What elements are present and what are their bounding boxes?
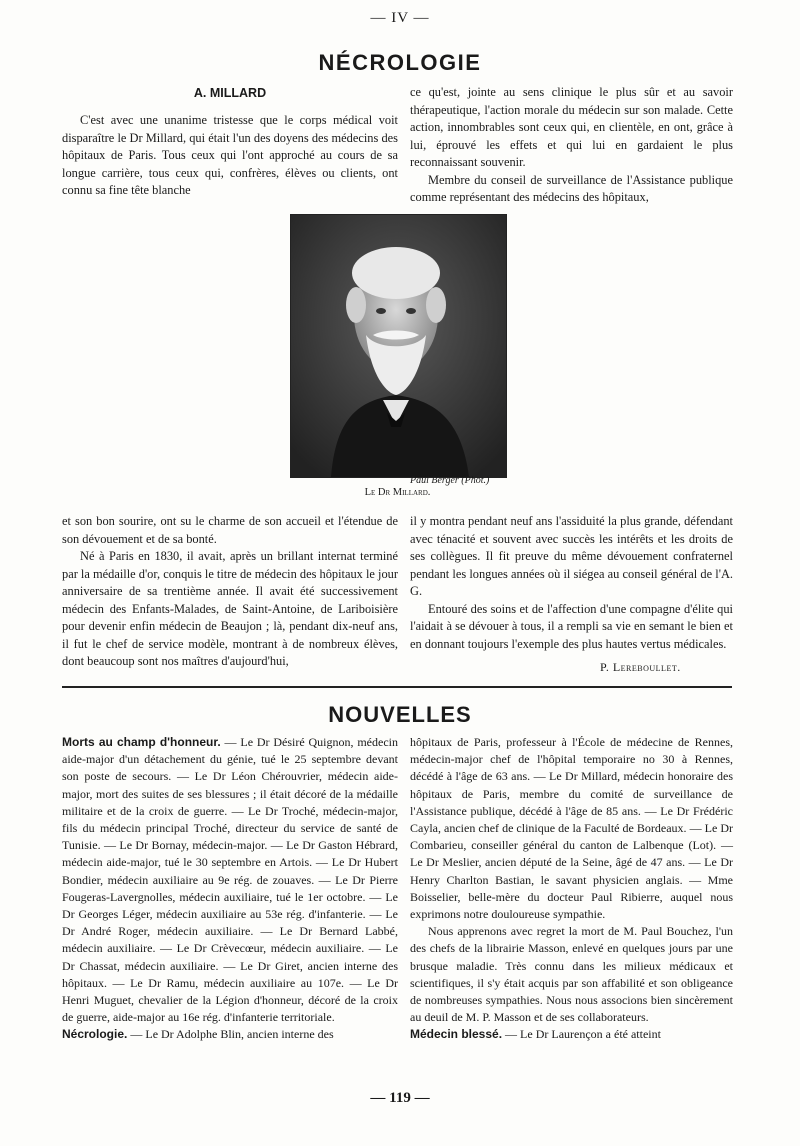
news-text: — Le Dr Laurençon a été atteint [502,1027,661,1042]
obituary-paragraph: et son bon sourire, ont su le charme de son accueil et l'étendue de son dévouement et de sa bonté. [62,514,398,546]
news-paragraph: Nous apprenons avec regret la mort de M. Paul Bouchez, l'un des chefs de la librairie Masson, enlevé en quelques jours par une brusque maladie. Très connu dans les milieux médicaux et scientifiques, il s'y était acquis par son affabilité et son obligeance de nombreuses sympathies. Nous nous associons bien sincèrement au deuil de M. P. Masson et de ses collaborateurs. [410,924,733,1025]
news-lead-morts: Morts au champ d'honneur. [62,735,221,749]
news-paragraph: hôpitaux de Paris, professeur à l'École de médecine de Rennes, médecin-major chef de l'hôpital temporaire no 30 à Rennes, décédé à l'âge de 63 ans. — Le Dr Millard, médecin honoraire des hôpitaux de Paris, membre du comité de surveillance de l'Assistance publique, décédé à l'âge de 85 ans. — Le Dr Frédéric Cayla, ancien chef de clinique de la Faculté de Bordeaux. — Le Dr Combarieu, conseiller général du canton de Lalbenque (Lot). — Le Dr Meslier, ancien député de la Seine, âgé de 47 ans. — Le Dr Henry Charlton Bastian, le savant physicien anglais. — Mme Boisselier, belle-mère du docteur Paul Ribierre, auquel nous exprimons notre douloureuse sympathie. [410,735,733,922]
page-number-roman: — IV — [370,10,430,26]
obituary-paragraph: Entouré des soins et de l'affection d'une compagne d'élite qui l'aidait à se dévouer à tous, il a rempli sa vie en semant le bien et en donnant toujours l'exemple des plus hautes vertus médicales. [410,601,733,651]
section-divider [62,686,732,688]
news-paragraph [410,1026,733,1043]
section-title-nouvelles: NOUVELLES [328,702,472,727]
portrait-photo [290,214,507,478]
obituary-col2-top [410,84,733,207]
portrait-illustration [291,215,506,477]
photo-credit: Paul Berger (Phot.) [410,475,490,486]
nouvelles-col2 [410,734,733,1044]
obituary-signature: P. Lereboullet. [600,660,681,674]
photo-caption: Le Dr Millard. [364,487,431,498]
news-lead-blesse: Médecin blessé. [410,1027,503,1042]
obituary-col1-bottom [62,513,398,671]
obituary-name-heading: A. MILLARD [193,86,267,100]
obituary-paragraph: Membre du conseil de surveillance de l'Assistance publique comme représentant des médecins des hôpitaux, [410,172,733,204]
page-number: — 119 — [370,1090,430,1106]
news-text: — Le Dr Adolphe Blin, ancien interne des [127,1027,334,1042]
obituary-paragraph: il y montra pendant neuf ans l'assiduité la plus grande, défendant avec ténacité et souvent avec succès les intérêts et les droits de ses collègues. Il fit preuve du même dévouement confraternel pendant les longues années où il siégea au conseil général de l'A. G. [410,514,733,598]
obituary-paragraph: Né à Paris en 1830, il avait, après un brillant internat terminé par la médaille d'or, conquis le titre de médecin des hôpitaux le jour anniversaire de sa trentième année. Il avait été successivement médecin des Enfants-Malades, de Saint-Antoine, de Lariboisière pour devenir enfin médecin de Beaujon ; là, pendant dix-neuf ans, il fut le chef de service modèle, montrant à de nombreux élèves, dont beaucoup sont nos maîtres d'aujourd'hui, [62,549,398,668]
nouvelles-col1 [62,734,398,1044]
obituary-paragraph: C'est avec une unanime tristesse que le corps médical voit disparaître le Dr Millard, qui était l'un des doyens des médecins des hôpitaux de Paris. Tous ceux qui l'ont approché au cours de sa longue carrière, tous ceux qui, confrères, élèves ou clients, ont connu sa fine tête blanche [62,113,398,197]
news-paragraph [62,734,398,1026]
obituary-col2-bottom [410,513,733,653]
obituary-col1-top [62,112,398,200]
news-paragraph [62,1026,398,1043]
news-lead-necrologie: Nécrologie. [62,1027,128,1042]
news-text: — Le Dr Désiré Quignon, médecin aide-major d'un détachement du génie, tué le 25 septembre devant son poste de secours. — Le Dr Léon Chérouvrier, médecin aide-major, mort des suites de ses blessures ; il était décoré de la médaille militaire et de la croix de guerre. — Le Dr Troché, médecin-major, fils du médecin principal Troché, directeur du service de santé de Tunisie. — Le Dr Bornay, médecin-major. — Le Dr Gaston Hébrard, médecin aide-major, tué le 30 septembre en Artois. — Le Dr Hubert Bondier, médecin auxiliaire au 9e rég. de zouaves. — Le Dr Pierre Fougeras-Lavergnolles, médecin auxiliaire, tué le 1er octobre. — Le Dr Georges Léger, médecin auxiliaire au 53e rég. d'infanterie. — Le Dr André Roger, médecin auxiliaire. — Le Dr Bernard Labbé, médecin auxiliaire. — Le Dr Crèvecœur, médecin auxiliaire. — Le Dr Chassat, médecin auxiliaire. — Le Dr Giret, ancien interne des hôpitaux. — Le Dr Ramu, médecin auxiliaire au 107e. — Le Dr Henri Muguet, chevalier de la Légion d'honneur, décoré de la croix de guerre, aide-major au 16e rég. d'infanterie territoriale. [62,735,398,1025]
section-title-necrologie: NÉCROLOGIE [318,50,482,75]
obituary-paragraph: ce qu'est, jointe au sens clinique le plus sûr et au savoir thérapeutique, l'action morale du médecin sur son malade. Cette action, innombrables sont ceux qui, en clientèle, en ont, grâce à lui, éprouvé les effets et qui lui en gardaient le plus reconnaissant souvenir. [410,85,733,169]
